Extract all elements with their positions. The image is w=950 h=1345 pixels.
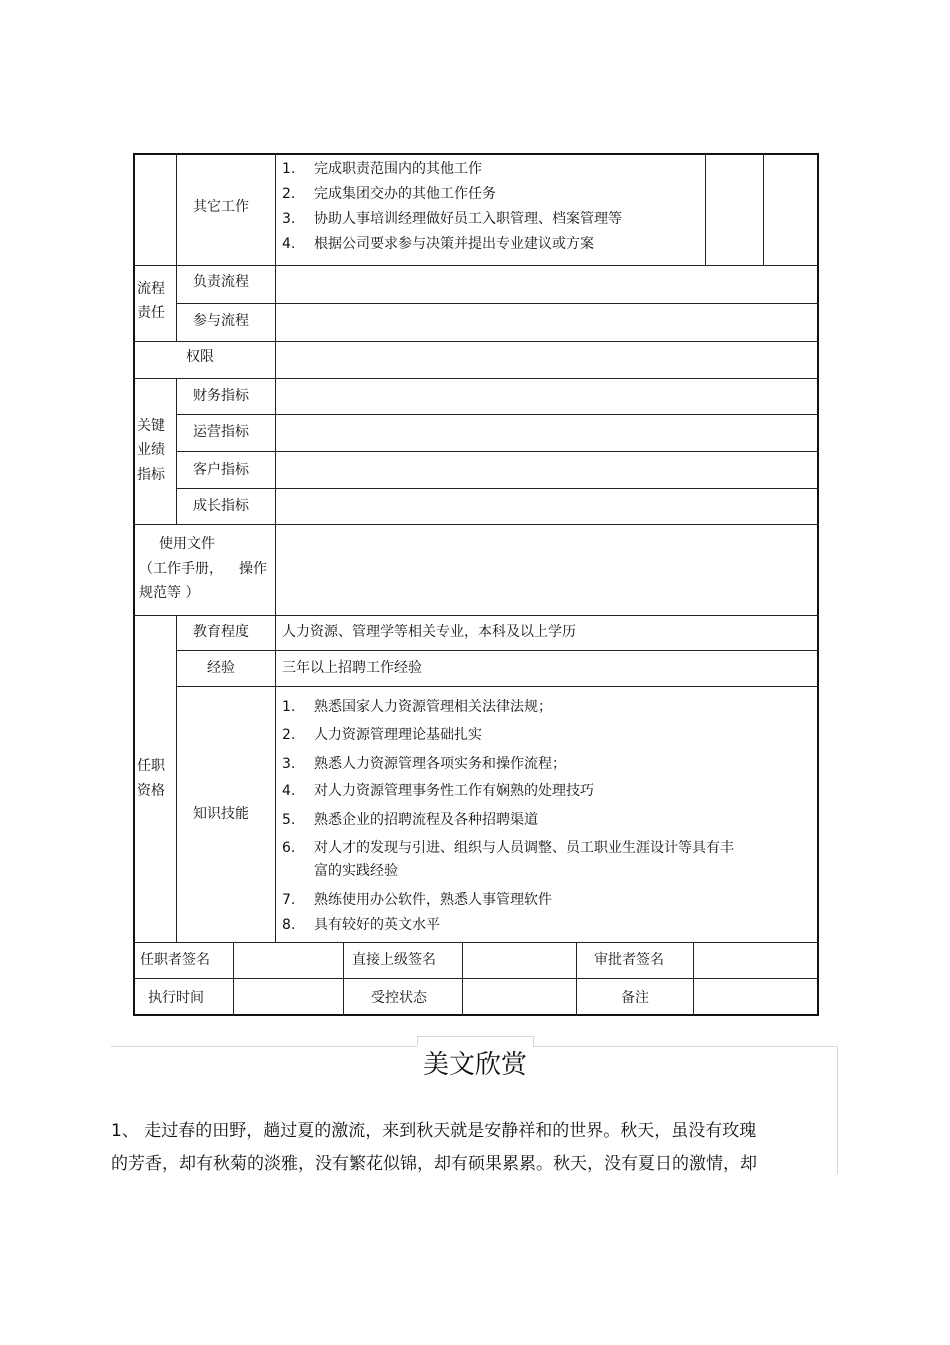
list-item-continuation: 富的实践经验	[314, 863, 398, 879]
growth-kpi-label: 成长指标	[193, 498, 249, 514]
row-divider	[133, 978, 819, 979]
row-divider	[133, 524, 819, 525]
row-divider	[133, 942, 819, 943]
participate-process-label: 参与流程	[193, 313, 249, 329]
finance-kpi-label: 财务指标	[193, 388, 249, 404]
col-divider	[176, 265, 177, 341]
education-value: 人力资源、管理学等相关专业，本科及以上学历	[282, 624, 576, 640]
documents-label: 操作	[239, 561, 267, 577]
experience-value: 三年以上招聘工作经验	[282, 660, 422, 676]
row-divider	[176, 488, 819, 489]
row-divider	[176, 303, 819, 304]
row-divider	[133, 265, 819, 266]
col-divider	[693, 942, 694, 1016]
col-divider	[343, 942, 344, 1016]
qualification-group-label: 资格	[137, 783, 165, 799]
essay-title: 美文欣赏	[422, 1050, 527, 1080]
essay-paragraph-line: 1、 走过春的田野，趟过夏的激流，来到秋天就是安静祥和的世界。秋天，虽没有玫瑰	[111, 1121, 757, 1141]
responsible-process-label: 负责流程	[193, 274, 249, 290]
essay-paragraph-line: 的芳香，却有秋菊的淡雅，没有繁花似锦，却有硕果累累。秋天，没有夏日的激情，却	[111, 1154, 757, 1174]
customer-kpi-label: 客户指标	[193, 462, 249, 478]
row-divider	[176, 414, 819, 415]
frame-border	[417, 1036, 533, 1037]
frame-border	[533, 1046, 837, 1047]
operation-kpi-label: 运营指标	[193, 424, 249, 440]
row-divider	[176, 451, 819, 452]
row-divider	[133, 341, 819, 342]
col-divider	[275, 153, 276, 942]
skills-label: 知识技能	[193, 806, 249, 822]
col-divider	[176, 378, 177, 524]
col-divider	[705, 153, 706, 265]
kpi-group-label: 指标	[137, 467, 165, 483]
authority-label: 权限	[186, 349, 214, 365]
other-work-label: 其它工作	[193, 199, 249, 215]
documents-label: 规范等 ）	[139, 585, 200, 601]
education-label: 教育程度	[193, 624, 249, 640]
row-divider	[133, 378, 819, 379]
documents-label: （工作手册，	[139, 561, 223, 577]
col-divider	[176, 153, 177, 265]
col-divider	[576, 942, 577, 1016]
controlled-status-label: 受控状态	[371, 990, 427, 1006]
remarks-label: 备注	[621, 990, 649, 1006]
supervisor-signature-label: 直接上级签名	[352, 952, 436, 968]
kpi-group-label: 业绩	[137, 442, 165, 458]
kpi-group-label: 关键	[137, 418, 165, 434]
exec-time-label: 执行时间	[148, 990, 204, 1006]
frame-border	[111, 1046, 417, 1047]
approver-signature-label: 审批者签名	[594, 952, 664, 968]
row-divider	[176, 686, 819, 687]
experience-label: 经验	[207, 660, 235, 676]
col-divider	[763, 153, 764, 265]
frame-border	[533, 1036, 534, 1046]
row-divider	[133, 615, 819, 616]
col-divider	[176, 615, 177, 942]
process-group-label: 责任	[137, 305, 165, 321]
row-divider	[176, 650, 819, 651]
process-group-label: 流程	[137, 281, 165, 297]
qualification-group-label: 任职	[137, 758, 165, 774]
col-divider	[233, 942, 234, 1016]
col-divider	[462, 942, 463, 1016]
frame-border	[417, 1036, 418, 1046]
holder-signature-label: 任职者签名	[140, 952, 210, 968]
documents-label: 使用文件	[159, 536, 215, 552]
